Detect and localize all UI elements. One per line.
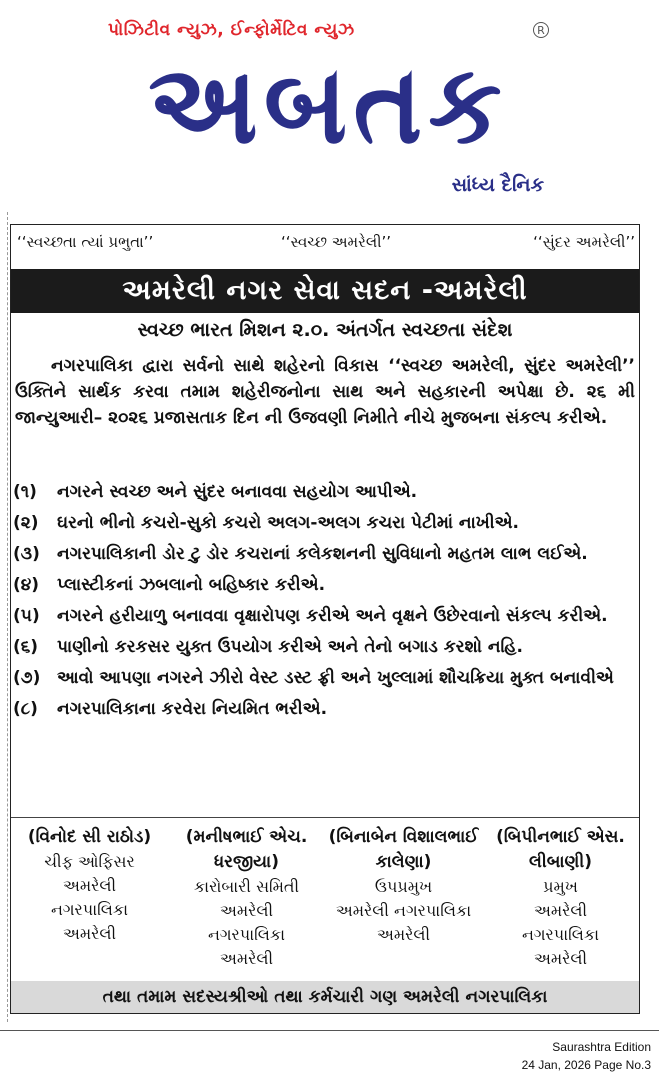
pledge-text: આવો આપણા નગરને ઝીરો વેસ્ટ ડસ્ટ ફ્રી અને ખુલ્લામાં શૌચક્રિયા મુક્ત બનાવીએ — [57, 668, 614, 688]
slogan: ‘‘સ્વચ્છ અમરેલી’’ — [281, 233, 392, 251]
edition-name: Saurashtra Edition — [552, 1040, 651, 1054]
edition-info — [522, 1038, 651, 1074]
signatory-line: નગરપાલિકા — [207, 925, 286, 944]
ad-footer: તથા તમામ સદસ્યશ્રીઓ તથા કર્મચારી ગણ અમરેલી નગરપાલિકા — [11, 981, 639, 1013]
pledge-number: (૪) — [13, 575, 40, 595]
pledge-item — [13, 572, 637, 599]
signatory-name: (મનીષભાઈ એચ. ધરજીયા) — [185, 827, 308, 872]
signatory — [482, 825, 639, 975]
pledge-item — [13, 665, 637, 692]
slogan-row — [11, 229, 639, 257]
newspaper-subtitle: સાંધ્ય દૈનિક — [451, 174, 544, 196]
ad-subheading: સ્વચ્છ ભારત મિશન ૨.૦. અંતર્ગત સ્વચ્છતા સંદેશ — [137, 319, 513, 341]
registered-mark-icon: R — [533, 22, 549, 38]
signatory-name: (બિનાબેન વિશાલભાઈ કાલેણા) — [328, 827, 479, 872]
ad-banner-title: અમરેલી નગર સેવા સદન -અમરેલી — [11, 269, 639, 313]
tagline: પોઝિટીવ ન્યુઝ, ઈન્ફોર્મેટિવ ન્યુઝ — [108, 20, 355, 40]
signatory-line: નગરપાલિકા — [50, 900, 129, 919]
signatory-name: (બિપીનભાઈ એસ. લીબાણી) — [496, 827, 625, 872]
ad-intro-paragraph: નગરપાલિકા દ્વારા સર્વનો સાથે શહેરનો વિકાસ ‘‘સ્વચ્છ અમરેલી, સુંદર અમરેલી’’ ઉક્તિને સાર્થક કરવા તમામ શહેરીજનોના સાથ અને સહકારની અપેક્ષા છે. ૨૬ મી જાન્યુઆરી– ૨૦૨૬ પ્રજાસતાક દિન ની ઉજવણી નિમીતે નીચે મુજબના સંકલ્પ કરીએ. — [15, 356, 635, 428]
signatory-line: અમરેલી — [219, 949, 274, 968]
pledge-number: (૧) — [13, 482, 37, 502]
pledge-item — [13, 541, 637, 568]
signatory-line: અમરેલી — [533, 901, 588, 920]
signatory-line: અમરેલી — [533, 949, 588, 968]
newspaper-logo: અબતક — [148, 39, 508, 169]
signatory-line: અમરેલી — [219, 901, 274, 920]
municipal-advertisement — [10, 224, 640, 1014]
pledge-item — [13, 603, 637, 630]
pledge-item — [13, 479, 637, 506]
signature-divider — [11, 817, 639, 818]
masthead — [0, 0, 659, 210]
signatory — [168, 825, 325, 975]
pledge-item — [13, 510, 637, 537]
signatory-name: (વિનોદ સી રાઠોડ) — [27, 827, 152, 847]
pledge-number: (૮) — [13, 699, 38, 719]
pledge-list — [13, 479, 637, 727]
pledge-text: નગરને હરીયાળુ બનાવવા વૃક્ષારોપણ કરીએ અને વૃક્ષને ઉછેરવાનો સંકલ્પ કરીએ. — [57, 606, 608, 626]
pledge-number: (૬) — [13, 637, 39, 657]
pledge-text: નગરને સ્વચ્છ અને સુંદર બનાવવા સહયોગ આપીએ. — [57, 482, 418, 502]
signatory-line: અમરેલી — [62, 924, 117, 943]
pledge-number: (૨) — [13, 513, 39, 533]
pledge-item — [13, 696, 637, 723]
adjacent-column-edge — [0, 212, 8, 1022]
edition-date-page: 24 Jan, 2026 Page No.3 — [521, 1058, 651, 1072]
signatory — [325, 825, 482, 975]
signatory-title: પ્રમુખ — [543, 877, 578, 896]
signatory-title: ઉપપ્રમુખ — [374, 877, 433, 896]
slogan: ‘‘સ્વચ્છતા ત્યાં પ્રભુતા’’ — [17, 233, 154, 251]
signatory — [11, 825, 168, 975]
signatory-title: કારોબારી સમિતી — [193, 877, 300, 896]
signatory-line: નગરપાલિકા — [521, 925, 600, 944]
pledge-number: (૭) — [13, 668, 41, 688]
signatory-line: અમરેલી નગરપાલિકા — [335, 901, 472, 920]
signatory-block — [11, 825, 639, 975]
signatory-line: અમરેલી — [62, 876, 117, 895]
signatory-line: અમરેલી — [376, 925, 431, 944]
pledge-number: (૫) — [13, 606, 40, 626]
pledge-text: પ્લાસ્ટીકનાં ઝબલાનો બહિષ્કાર કરીએ. — [57, 575, 326, 595]
page-bottom-rule — [0, 1030, 659, 1031]
pledge-item — [13, 634, 637, 661]
pledge-number: (૩) — [13, 544, 40, 564]
slogan: ‘‘સુંદર અમરેલી’’ — [533, 233, 635, 251]
pledge-text: નગરપાલિકાના કરવેરા નિયમિત ભરીએ. — [57, 699, 328, 719]
pledge-text: પાણીનો કરકસર યુક્ત ઉપયોગ કરીએ અને તેનો બગાડ કરશો નહિ. — [57, 637, 523, 657]
pledge-text: નગરપાલિકાની ડોર ટુ ડોર કચરાનાં કલેકશનની સુવિધાનો મહતમ લાભ લઈએ. — [57, 544, 588, 564]
signatory-title: ચીફ ઓફિસર — [44, 852, 135, 871]
pledge-text: ઘરનો ભીનો કચરો-સુકો કચરો અલગ-અલગ કચરા પેટીમાં નાખીએ. — [57, 513, 519, 533]
